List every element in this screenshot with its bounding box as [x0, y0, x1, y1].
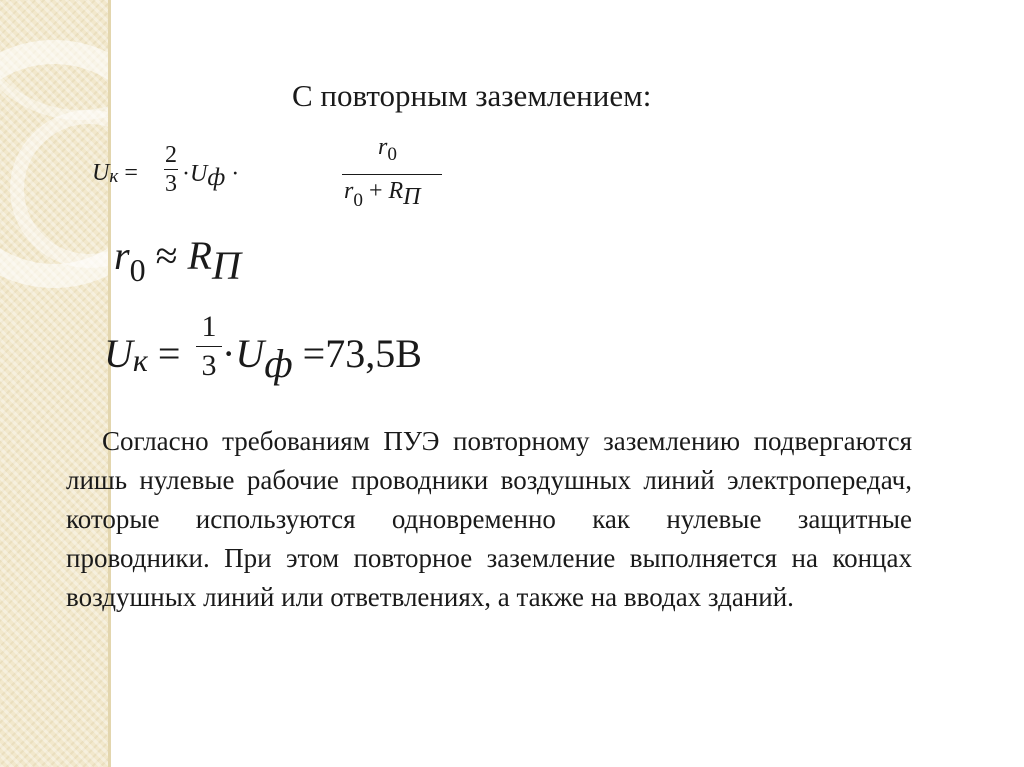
variable-r: R — [187, 233, 212, 278]
result-value: 73,5В — [325, 331, 422, 376]
subscript-k: к — [132, 342, 148, 378]
fraction-numerator: 1 — [201, 310, 217, 343]
fraction-denominator: 3 — [165, 171, 177, 197]
approx-sign: ≈ — [155, 233, 178, 278]
fraction-one-third — [196, 310, 222, 383]
fraction-bar — [164, 169, 178, 170]
variable-u: U — [92, 160, 110, 186]
subscript-f: ф — [264, 341, 293, 386]
plus-sign: + — [368, 178, 383, 204]
panel-divider — [108, 0, 111, 767]
equals-sign: = — [157, 331, 181, 376]
formula-lhs — [104, 330, 180, 377]
fraction-denominator: 3 — [201, 349, 217, 382]
subscript-zero: 0 — [387, 144, 397, 165]
variable-u: U — [235, 331, 265, 376]
slide-heading: С повторным заземлением: — [292, 78, 652, 113]
subscript-k: к — [109, 166, 119, 187]
fraction-bar — [342, 174, 442, 175]
formula-lhs — [92, 160, 138, 187]
variable-u: U — [190, 161, 208, 187]
fraction-two-thirds — [164, 142, 178, 197]
multiply-dot: · — [222, 331, 236, 376]
variable-r: r — [378, 134, 388, 160]
fraction-denominator — [344, 178, 421, 211]
fraction-bar — [196, 346, 222, 347]
subscript-p: П — [403, 184, 421, 210]
fraction-numerator — [378, 134, 397, 165]
variable-u: U — [104, 331, 133, 376]
formula-approximation — [114, 232, 241, 288]
multiply-dot: · — [231, 161, 240, 187]
variable-r: r — [344, 178, 354, 204]
multiply-dot: · — [182, 161, 190, 187]
formula-middle — [182, 160, 240, 191]
equals-sign: = — [302, 331, 326, 376]
subscript-p: П — [211, 243, 241, 288]
subscript-zero: 0 — [353, 190, 363, 211]
formula-rhs — [222, 330, 422, 386]
equals-sign: = — [124, 160, 138, 186]
variable-r: R — [388, 178, 404, 204]
variable-r: r — [114, 233, 130, 278]
fraction-numerator: 2 — [165, 142, 177, 168]
subscript-zero: 0 — [129, 252, 146, 288]
body-paragraph: Согласно требованиям ПУЭ повторному заземлению подвергаются лишь нулевые рабочие проводники воздушных линий электропередач, которые используются одновременно как нулевые защитные проводники. При этом повторное заземление выполняется на концах воздушных линий или ответвлениях, а также на вводах зданий. — [66, 426, 912, 612]
decorative-side-panel — [0, 0, 110, 767]
subscript-f: ф — [207, 164, 226, 191]
